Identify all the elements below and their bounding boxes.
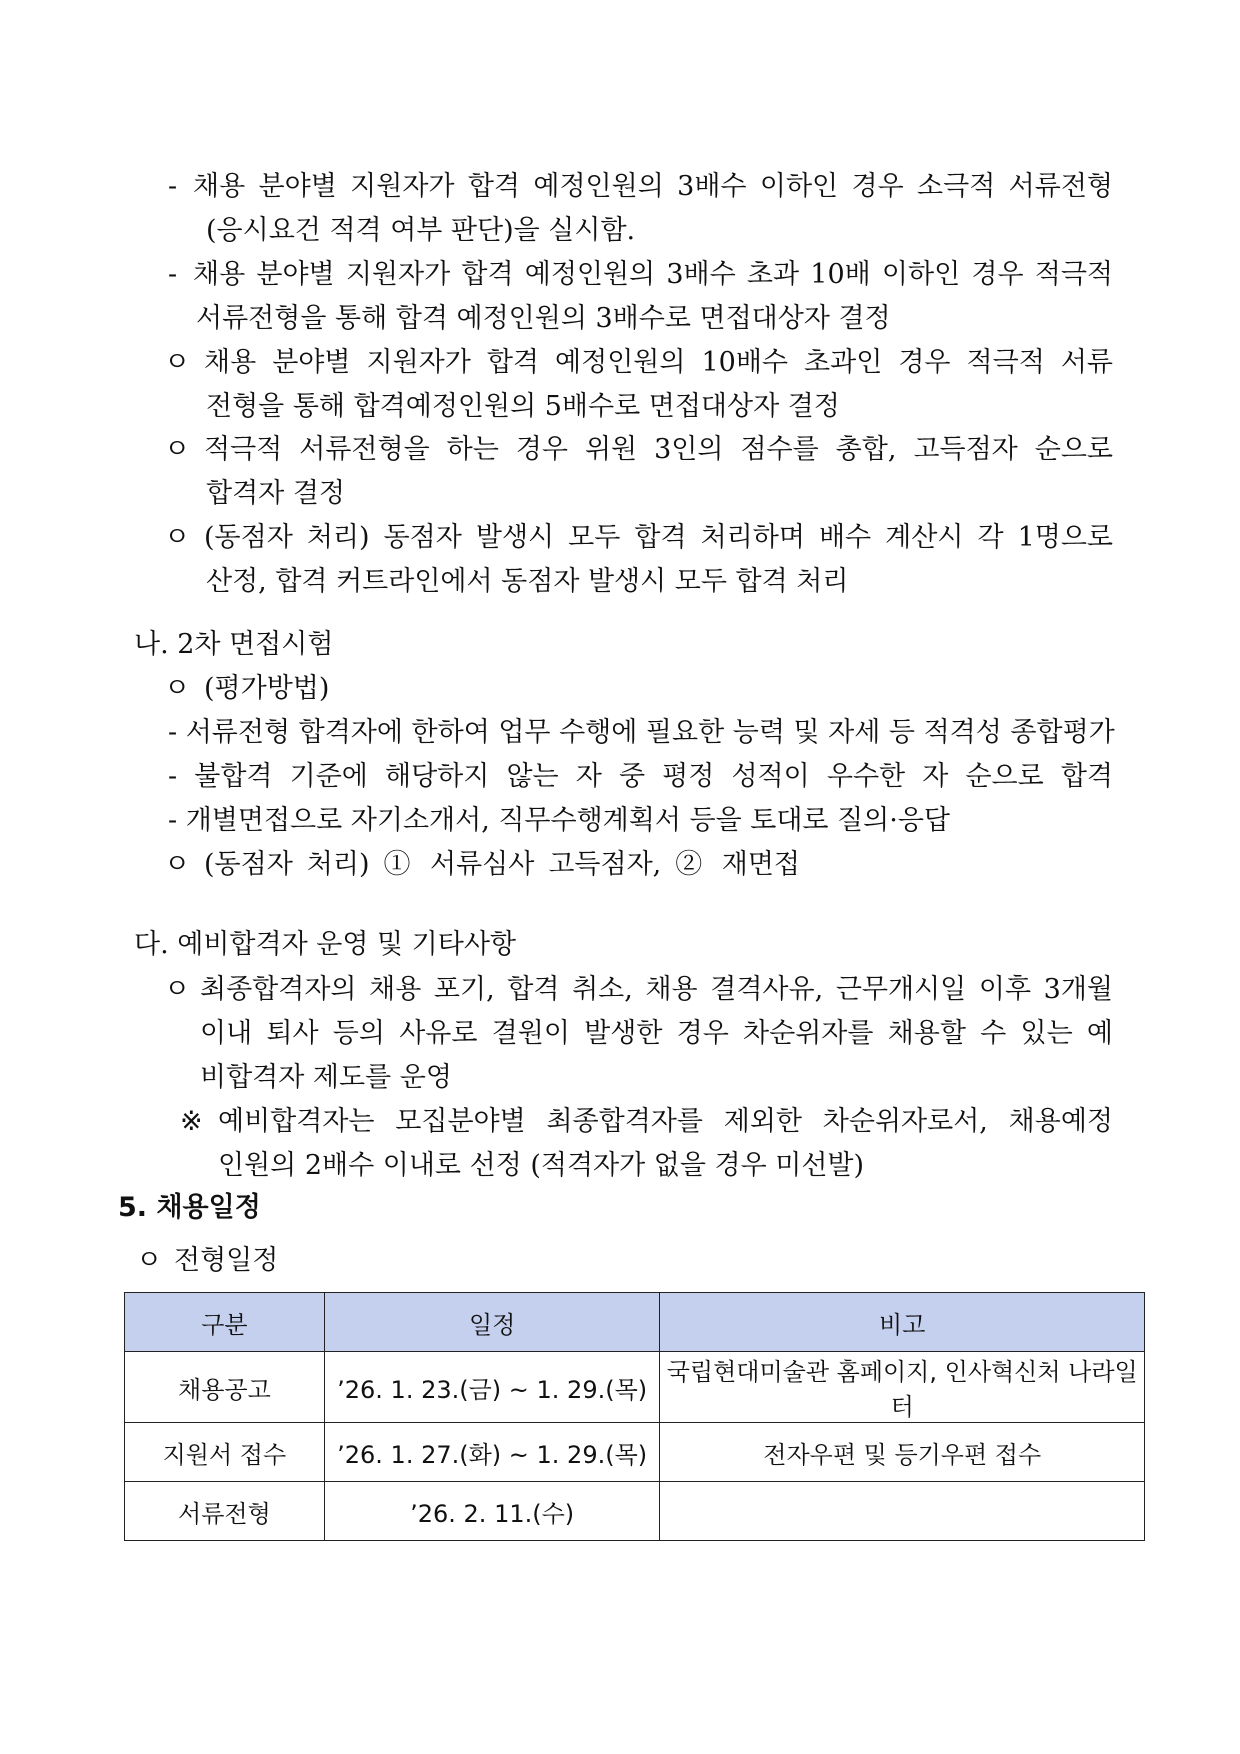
header-schedule: 일정: [324, 1293, 660, 1352]
circle-marker: ㅇ: [164, 347, 191, 378]
circle-marker: ㅇ: [136, 1245, 163, 1276]
table-row: [125, 1482, 1145, 1541]
dash-marker: -: [168, 259, 178, 290]
tie-rule-text: (동점자 처리) ① 서류심사 고득점자, ② 재면접: [204, 849, 800, 880]
circle-marker: ㅇ: [164, 849, 191, 880]
paragraph-line: 적극적 서류전형을 하는 경우 위원 3인의 점수를 총합, 고득점자 순으로: [204, 434, 1113, 465]
paragraph-line: 채용 분야별 지원자가 합격 예정인원의 10배수 초과인 경우 적극적 서류: [204, 347, 1113, 378]
paragraph-line: 서류전형을 통해 합격 예정인원의 3배수로 면접대상자 결정: [196, 303, 891, 334]
cell-category: 서류전형: [125, 1482, 325, 1541]
paragraph-line: 이내 퇴사 등의 사유로 결원이 발생한 경우 차순위자를 채용할 수 있는 예: [200, 1018, 1113, 1049]
table-header-row: [125, 1293, 1145, 1352]
note-line: 인원의 2배수 이내로 선정 (적격자가 없을 경우 미선발): [218, 1150, 865, 1181]
paragraph-line: 산정, 합격 커트라인에서 동점자 발생시 모두 합격 처리: [206, 566, 849, 597]
subsection-title: 전형일정: [174, 1245, 279, 1276]
method-label: (평가방법): [204, 673, 330, 704]
bullet-line: - 서류전형 합격자에 한하여 업무 수행에 필요한 능력 및 자세 등 적격성 종합평가: [168, 717, 1115, 748]
cell-schedule: ’26. 1. 23.(금) ~ 1. 29.(목): [324, 1352, 660, 1423]
paragraph-line: 합격자 결정: [206, 478, 345, 509]
paragraph-line: 전형을 통해 합격예정인원의 5배수로 면접대상자 결정: [206, 391, 840, 422]
table-row: [125, 1423, 1145, 1482]
bullet-line: - 개별면접으로 자기소개서, 직무수행계획서 등을 토대로 질의·응답: [168, 805, 950, 836]
cell-category: 채용공고: [125, 1352, 325, 1423]
section-title: 나. 2차 면접시험: [134, 629, 334, 660]
paragraph-line: (동점자 처리) 동점자 발생시 모두 합격 처리하며 배수 계산시 각 1명으로: [204, 522, 1113, 553]
cell-schedule: ’26. 1. 27.(화) ~ 1. 29.(목): [324, 1423, 660, 1482]
section-title: 다. 예비합격자 운영 및 기타사항: [134, 929, 516, 960]
paragraph-line: 비합격자 제도를 운영: [200, 1062, 452, 1093]
cell-remarks: 전자우편 및 등기우편 접수: [660, 1423, 1145, 1482]
schedule-table: [124, 1292, 1145, 1541]
dash-marker: -: [168, 171, 178, 202]
cell-remarks: [660, 1482, 1145, 1541]
section-heading: 5. 채용일정: [118, 1192, 261, 1223]
cell-schedule: ’26. 2. 11.(수): [324, 1482, 660, 1541]
circle-marker: ㅇ: [164, 434, 191, 465]
table-row: [125, 1352, 1145, 1423]
note-line: 예비합격자는 모집분야별 최종합격자를 제외한 차순위자로서, 채용예정: [218, 1106, 1113, 1137]
circle-marker: ㅇ: [164, 522, 191, 553]
paragraph-line: 채용 분야별 지원자가 합격 예정인원의 3배수 초과 10배 이하인 경우 적극적: [193, 259, 1113, 290]
cell-category: 지원서 접수: [125, 1423, 325, 1482]
circle-marker: ㅇ: [164, 673, 191, 704]
circle-marker: ㅇ: [164, 974, 191, 1005]
bullet-line: - 불합격 기준에 해당하지 않는 자 중 평정 성적이 우수한 자 순으로 합격: [168, 761, 1113, 792]
note-marker: ※: [180, 1106, 203, 1137]
paragraph-line: 채용 분야별 지원자가 합격 예정인원의 3배수 이하인 경우 소극적 서류전형: [193, 171, 1113, 202]
cell-remarks: 국립현대미술관 홈페이지, 인사혁신처 나라일터: [660, 1352, 1145, 1423]
header-remarks: 비고: [660, 1293, 1145, 1352]
paragraph-line: (응시요건 적격 여부 판단)을 실시함.: [206, 215, 636, 246]
header-category: 구분: [125, 1293, 325, 1352]
paragraph-line: 최종합격자의 채용 포기, 합격 취소, 채용 결격사유, 근무개시일 이후 3개월: [200, 974, 1113, 1005]
